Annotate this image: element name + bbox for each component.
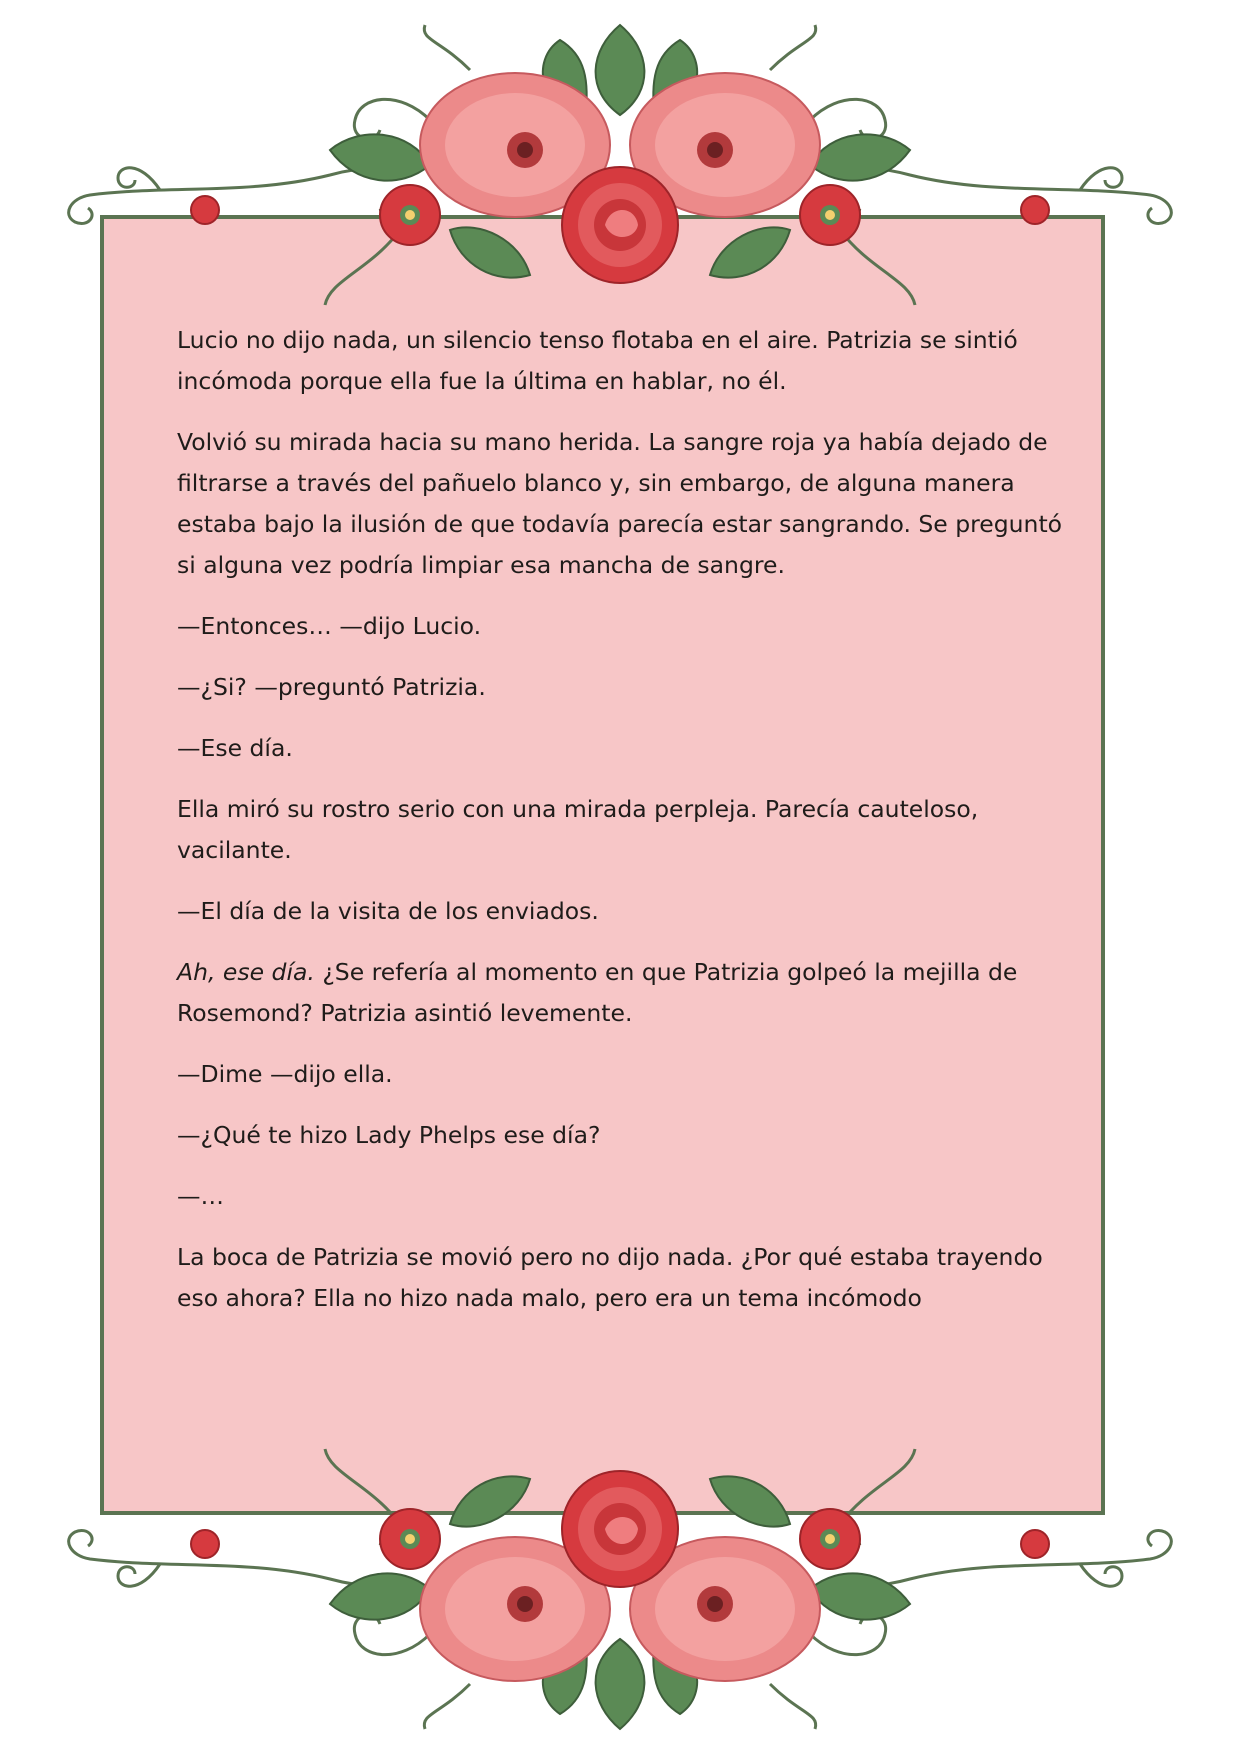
dialogue-line: —Ese día.	[177, 734, 293, 762]
story-text	[177, 320, 1077, 1339]
dialogue-line: —Dime —dijo ella.	[177, 1060, 393, 1088]
rose-garland-bottom-icon	[0, 1414, 1240, 1754]
dialogue-line: —Entonces… —dijo Lucio.	[177, 612, 482, 640]
paragraph: Lucio no dijo nada, un silencio tenso flotaba en el aire. Patrizia se sintió incómoda porque ella fue la última en hablar, no él.	[177, 326, 1018, 395]
paragraph-text: ¿Se refería al momento en que Patrizia golpeó la mejilla de Rosemond? Patrizia asintió levemente.	[177, 958, 1018, 1027]
italic-thought: Ah, ese día.	[177, 958, 315, 986]
paragraph: Ella miró su rostro serio con una mirada perpleja. Parecía cauteloso, vacilante.	[177, 795, 979, 864]
dialogue-line: —El día de la visita de los enviados.	[177, 897, 599, 925]
dialogue-line: —…	[177, 1182, 224, 1210]
paragraph: Volvió su mirada hacia su mano herida. La sangre roja ya había dejado de filtrarse a través del pañuelo blanco y, sin embargo, de alguna manera estaba bajo la ilusión de que todavía parecía estar sangrando. Se preguntó si alguna vez podría limpiar esa mancha de sangre.	[177, 428, 1063, 579]
paragraph	[177, 952, 1077, 1034]
dialogue-line: —¿Si? —preguntó Patrizia.	[177, 673, 486, 701]
rose-garland-top-icon	[0, 0, 1240, 340]
dialogue-line: —¿Qué te hizo Lady Phelps ese día?	[177, 1121, 601, 1149]
paragraph: La boca de Patrizia se movió pero no dijo nada. ¿Por qué estaba trayendo eso ahora? Ella no hizo nada malo, pero era un tema incómodo	[177, 1243, 1043, 1312]
